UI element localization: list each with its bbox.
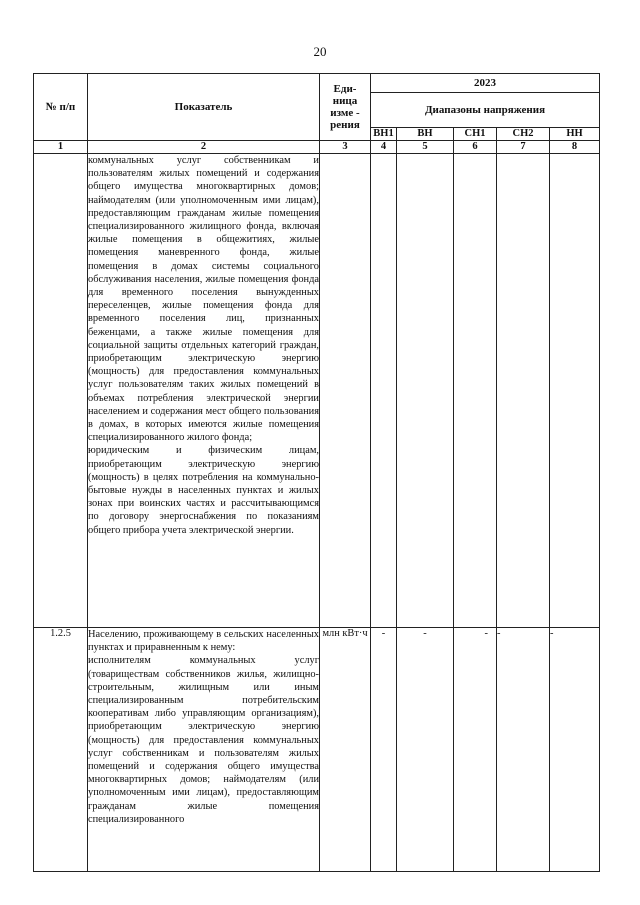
value-sn2: -: [497, 628, 550, 872]
row-code: [34, 154, 88, 628]
row-code: 1.2.5: [34, 628, 88, 872]
value-vn1: -: [371, 628, 397, 872]
value-cell: [371, 154, 397, 628]
column-number: 4: [371, 141, 397, 154]
page-number: 20: [313, 44, 327, 59]
value-cell: [454, 154, 497, 628]
indicator-paragraph: коммунальных услуг собственникам и пользователям жилых помещений и содержания общего имущества многоквартирных домов; наймодателям (или уполномоченным ими лицам), предоставляющим гражданам жилые помещения специализированного жилищного фонда, включая жилые помещения в общежитиях, жилые помещения маневренного фонда, жилые помещения в домах системы социального обслуживания населения, жилые помещения фонда для временного поселения вынужденных переселенцев, жилые помещения фонда для временного поселения лиц, признанных беженцами, а также жилые помещения для социальной защиты отдельных категорий граждан, приобретающим электрическую энергию (мощность) для предоставления коммунальных услуг пользователям таких жилых помещений в объемах потребления электрической энергии населением и содержания мест общего пользования в домах, в которых имеются жилые помещения специализированного жилого фонда;: [88, 155, 319, 444]
column-number: 1: [34, 141, 88, 154]
header-unit: Еди- ница изме - рения: [320, 74, 371, 141]
indicator-paragraph: юридическим и физическим лицам, приобретающим электрическую энергию (мощность) в целях потребления на коммунально-бытовые нужды в населенных пунктах и жилых зонах при воинских частях и рассчитывающимся по договору энергоснабжения по показаниям общего прибора учета электрической энергии.: [88, 445, 319, 536]
data-table: [33, 73, 600, 872]
table-row-1-2-5: [34, 628, 600, 872]
indicator-paragraph: исполнителям коммунальных услуг (товариществам собственников жилья, жилищно-строительным, жилищным или иным специализированным потребительским кооперативам либо управляющим организациям), приобретающим электрическую энергию (мощность) для предоставления коммунальных услуг собственникам и пользователям жилых помещений и содержания общего имущества многоквартирных домов; наймодателям (или уполномоченным ими лицам), предоставляющим гражданам жилые помещения специализированного: [88, 655, 319, 825]
value-vn: -: [397, 628, 454, 872]
column-number: 7: [497, 141, 550, 154]
column-numbers-row: [34, 141, 600, 154]
header-indicator: Показатель: [88, 74, 320, 141]
column-number: 5: [397, 141, 454, 154]
value-cell: [550, 154, 600, 628]
value-cell: [397, 154, 454, 628]
header-vn1: ВН1: [371, 128, 397, 141]
indicator-paragraph: Населению, проживающему в сельских населенных пунктах и приравненным к нему:: [88, 629, 319, 654]
header-year: 2023: [371, 74, 600, 93]
value-cell: [497, 154, 550, 628]
header-sn1: СН1: [454, 128, 497, 141]
indicator-text: [88, 154, 320, 628]
unit-cell: [320, 154, 371, 628]
header-voltage-ranges: Диапазоны напряжения: [371, 93, 600, 128]
indicator-text: [88, 628, 320, 872]
column-number: 6: [454, 141, 497, 154]
unit-cell: млн кВт·ч: [320, 628, 371, 872]
table-row-continuation: [34, 154, 600, 628]
column-number: 3: [320, 141, 371, 154]
header-num: № п/п: [34, 74, 88, 141]
header-vn: ВН: [397, 128, 454, 141]
column-number: 8: [550, 141, 600, 154]
header-sn2: СН2: [497, 128, 550, 141]
column-number: 2: [88, 141, 320, 154]
header-nn: НН: [550, 128, 600, 141]
value-nn: -: [550, 628, 600, 872]
value-sn1: -: [454, 628, 497, 872]
